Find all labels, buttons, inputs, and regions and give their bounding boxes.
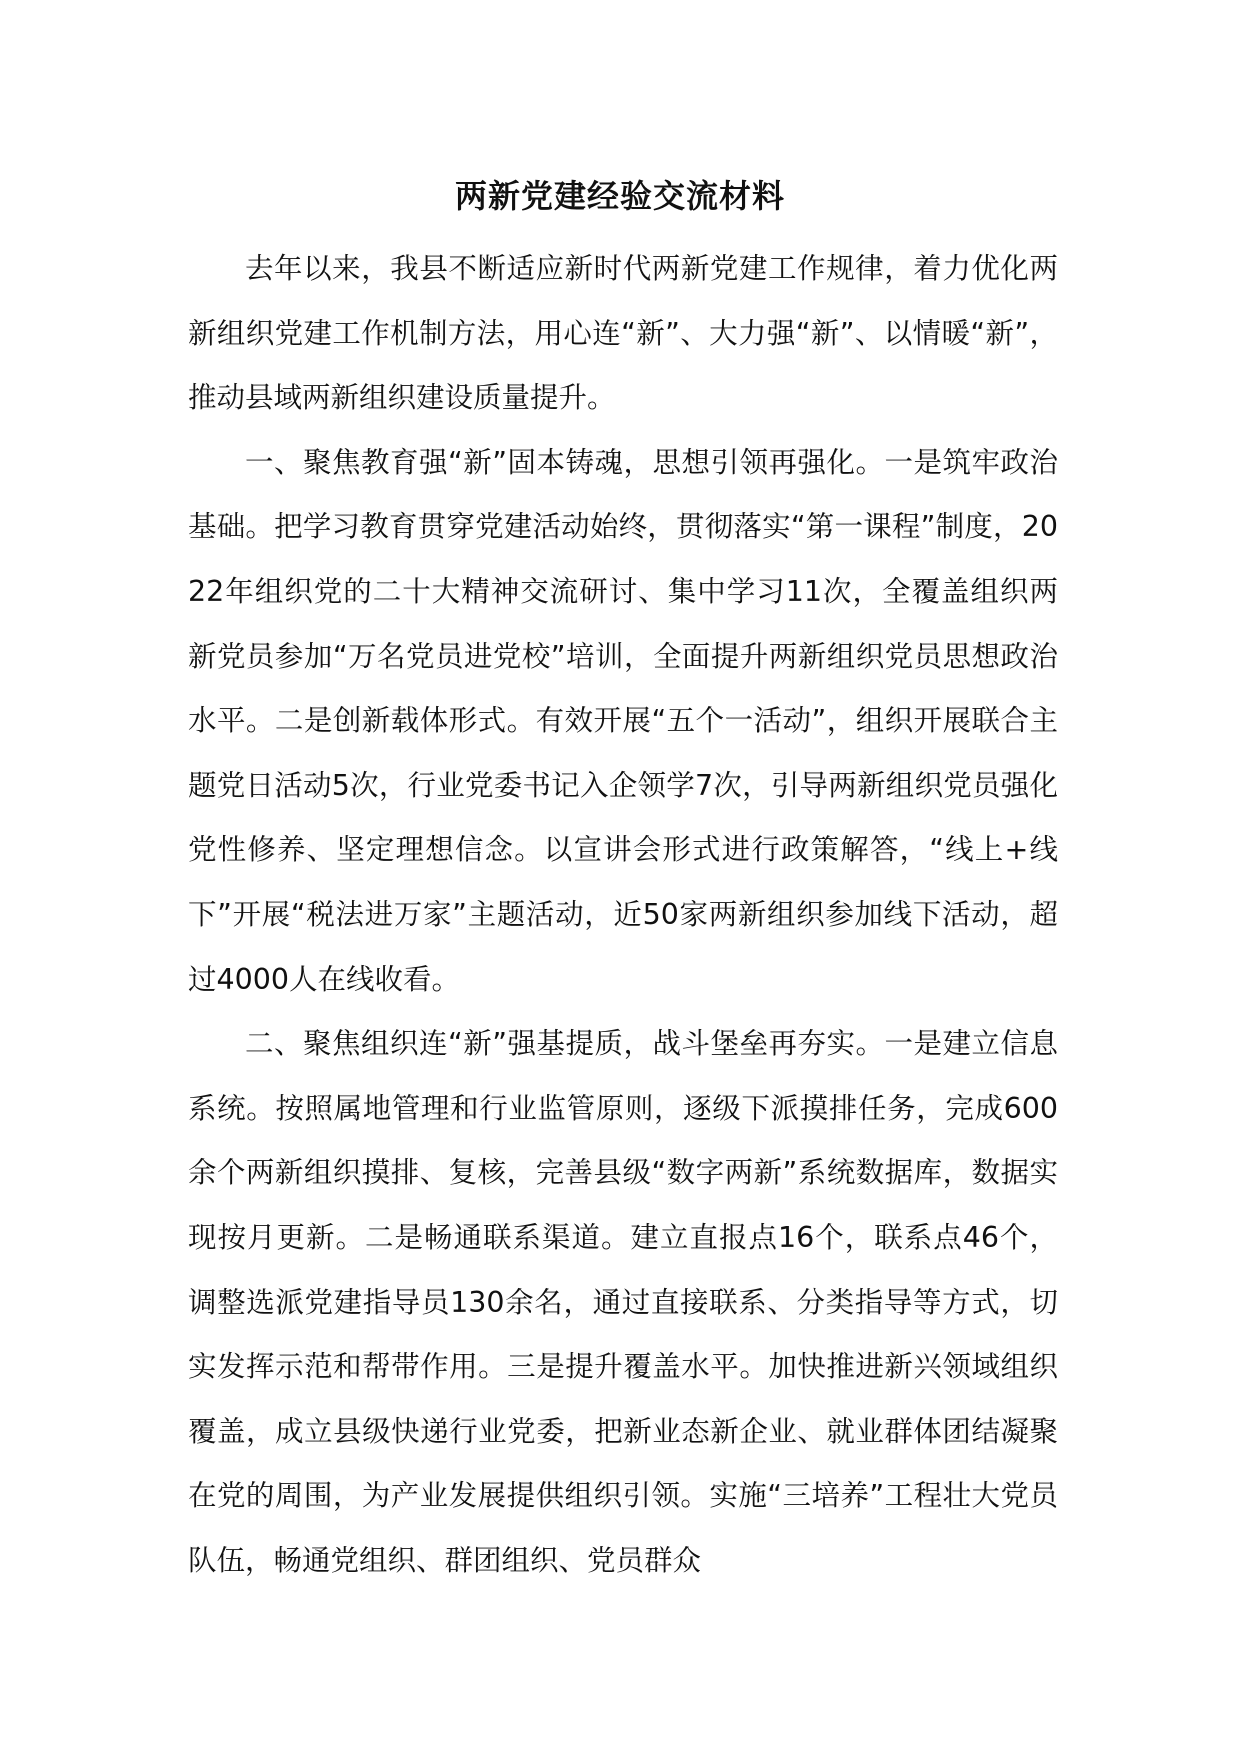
paragraph-section-two: 二、聚焦组织连“新”强基提质，战斗堡垒再夯实。一是建立信息系统。按照属地管理和行业监管原则，逐级下派摸排任务，完成600余个两新组织摸排、复核，完善县级“数字两新”系统数据库，数据实现按月更新。二是畅通联系渠道。建立直报点16个，联系点46个，调整选派党建指导员130余名，通过直接联系、分类指导等方式，切实发挥示范和帮带作用。三是提升覆盖水平。加快推进新兴领域组织覆盖，成立县级快递行业党委，把新业态新企业、就业群体团结凝聚在党的周围，为产业发展提供组织引领。实施“三培养”工程壮大党员队伍，畅通党组织、群团组织、党员群众 [188,1027,1058,1577]
document-title: 两新党建经验交流材料 [454,177,785,215]
document-body [188,237,1058,1593]
paragraph-section-one: 一、聚焦教育强“新”固本铸魂，思想引领再强化。一是筑牢政治基础。把学习教育贯穿党建活动始终，贯彻落实“第一课程”制度，2022年组织党的二十大精神交流研讨、集中学习11次，全覆盖组织两新党员参加“万名党员进党校”培训，全面提升两新组织党员思想政治水平。二是创新载体形式。有效开展“五个一活动”，组织开展联合主题党日活动5次，行业党委书记入企领学7次，引导两新组织党员强化党性修养、坚定理想信念。以宣讲会形式进行政策解答，“线上+线下”开展“税法进万家”主题活动，近50家两新组织参加线下活动，超过4000人在线收看。 [188,445,1058,996]
paragraph-intro: 去年以来，我县不断适应新时代两新党建工作规律，着力优化两新组织党建工作机制方法，用心连“新”、大力强“新”、以情暖“新”，推动县域两新组织建设质量提升。 [188,252,1058,415]
